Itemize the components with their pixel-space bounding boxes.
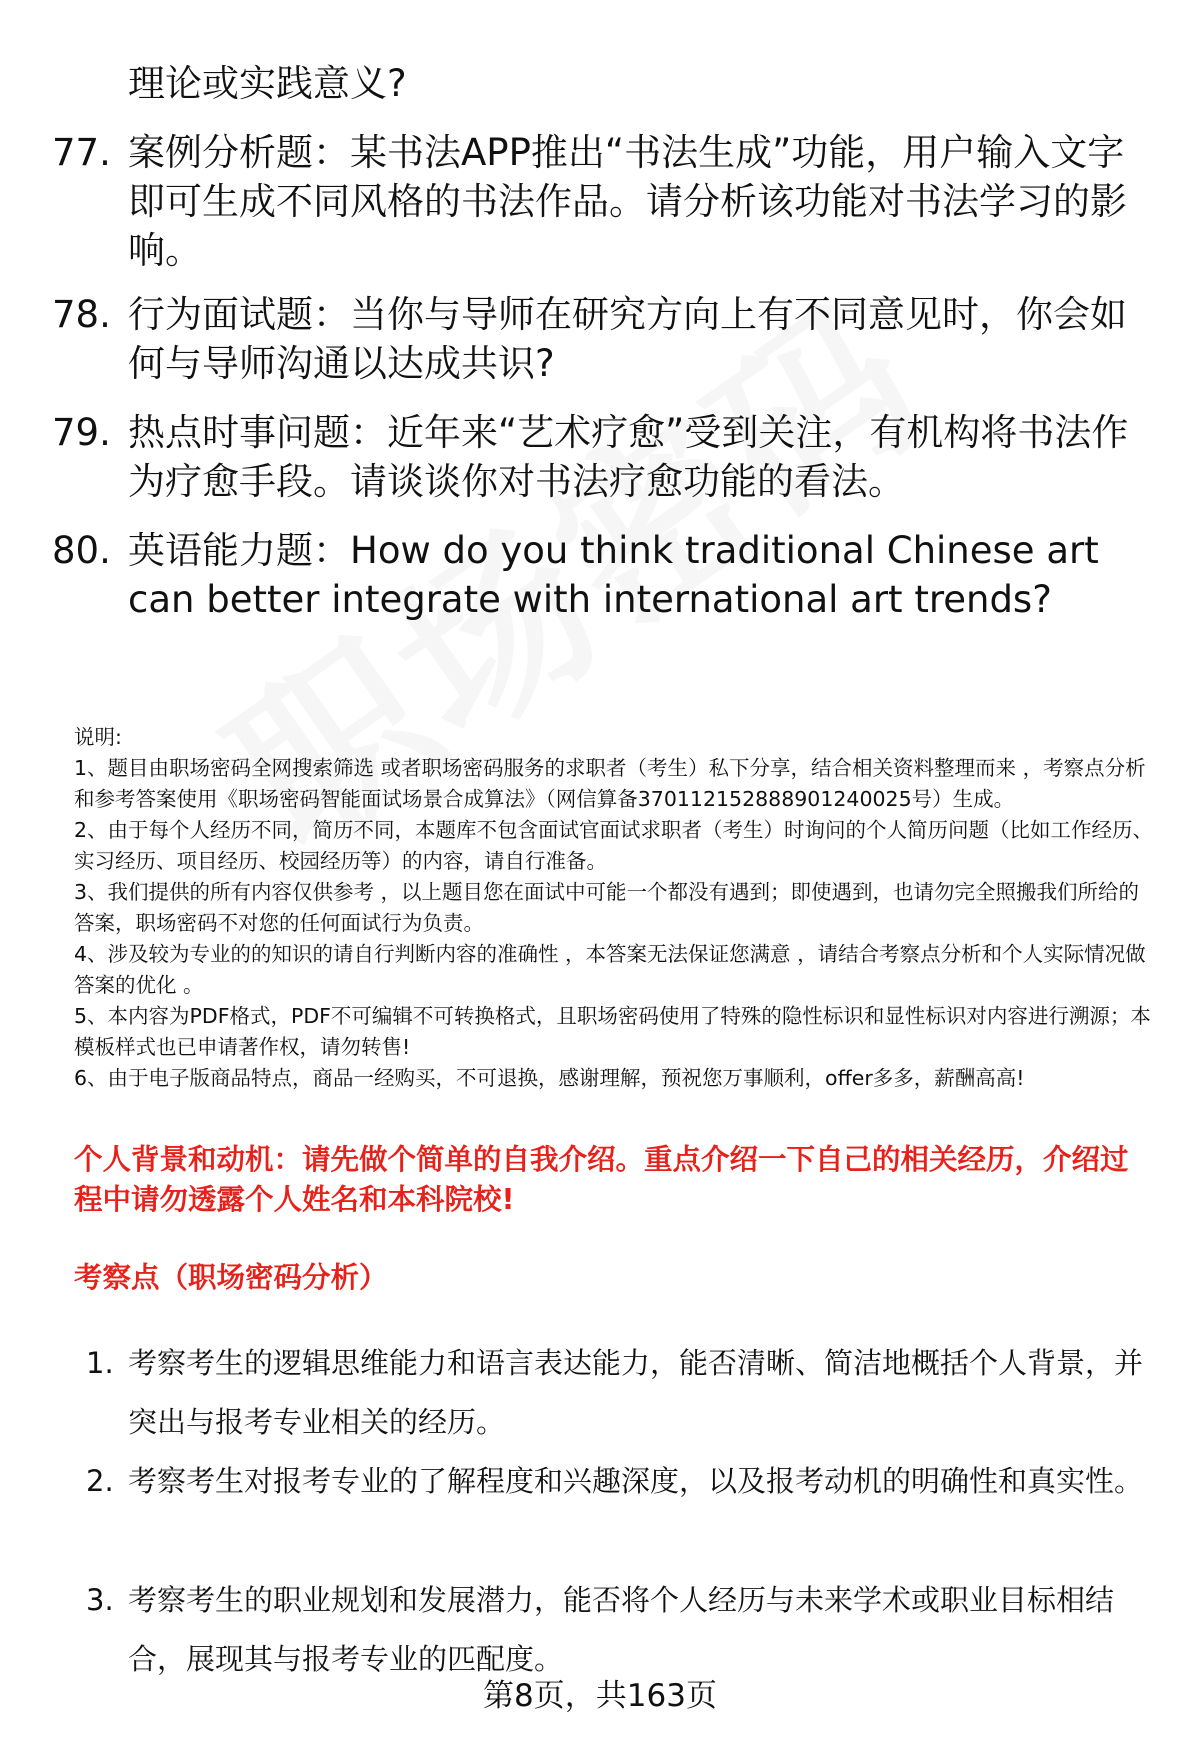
analysis-point-2 <box>86 1452 1156 1511</box>
question-80 <box>52 526 1152 624</box>
question-79 <box>52 408 1152 506</box>
note-item: 5、本内容为PDF格式，PDF不可编辑不可转换格式，且职场密码使用了特殊的隐性标识和显性标识对内容进行溯源；本模板样式也已申请著作权，请勿转售! <box>74 1004 1151 1059</box>
point-number: 1. <box>86 1346 114 1380</box>
note-item: 2、由于每个人经历不同，简历不同，本题库不包含面试官面试求职者（考生）时询问的个人简历问题（比如工作经历、实习经历、项目经历、校园经历等）的内容，请自行准备。 <box>74 818 1154 873</box>
notes-heading: 说明: <box>74 725 122 749</box>
question-text: 行为面试题：当你与导师在研究方向上有不同意见时，你会如何与导师沟通以达成共识? <box>128 293 1127 385</box>
disclaimer-notes <box>74 722 1156 1094</box>
question-number: 79. <box>52 411 111 454</box>
question-continuation: 理论或实践意义? <box>128 62 407 105</box>
note-item: 6、由于电子版商品特点，商品一经购买，不可退换，感谢理解，预祝您万事顺利，offer多多，薪酬高高! <box>74 1066 1025 1090</box>
point-number: 3. <box>86 1583 114 1617</box>
note-item: 3、我们提供的所有内容仅供参考 ，以上题目您在面试中可能一个都没有遇到；即使遇到，也请勿完全照搬我们所给的答案，职场密码不对您的任何面试行为负责。 <box>74 880 1140 935</box>
point-text: 考察考生的逻辑思维能力和语言表达能力，能否清晰、简洁地概括个人背景，并突出与报考专业相关的经历。 <box>128 1346 1144 1439</box>
question-number: 78. <box>52 293 111 336</box>
question-number: 80. <box>52 529 111 572</box>
point-text: 考察考生的职业规划和发展潜力，能否将个人经历与未来学术或职业目标相结合，展现其与报考专业的匹配度。 <box>128 1583 1115 1676</box>
question-text: 案例分析题：某书法APP推出“书法生成”功能，用户输入文字即可生成不同风格的书法作品。请分析该功能对书法学习的影响。 <box>128 131 1127 272</box>
question-number: 77. <box>52 131 111 174</box>
point-number: 2. <box>86 1464 114 1498</box>
question-77 <box>52 128 1152 275</box>
analysis-point-3 <box>86 1571 1156 1689</box>
analysis-heading: 考察点（职场密码分析） <box>74 1261 388 1294</box>
question-text: 英语能力题：How do you think traditional Chinese art can better integrate with international art trends? <box>128 529 1099 621</box>
section-question: 个人背景和动机：请先做个简单的自我介绍。重点介绍一下自己的相关经历，介绍过程中请勿透露个人姓名和本科院校! <box>74 1143 1129 1216</box>
note-item: 1、题目由职场密码全网搜索筛选 或者职场密码服务的求职者（考生）私下分享，结合相关资料整理而来 ，考察点分析和参考答案使用《职场密码智能面试场景合成算法》（网信算备370112152888901240025号）生成。 <box>74 756 1146 811</box>
note-item: 4、涉及较为专业的的知识的请自行判断内容的准确性 ，本答案无法保证您满意 ，请结合考察点分析和个人实际情况做答案的优化 。 <box>74 942 1146 997</box>
question-text: 热点时事问题：近年来“艺术疗愈”受到关注，有机构将书法作为疗愈手段。请谈谈你对书法疗愈功能的看法。 <box>128 411 1129 503</box>
point-text: 考察考生对报考专业的了解程度和兴趣深度，以及报考动机的明确性和真实性。 <box>128 1464 1144 1498</box>
page-footer: 第8页，共163页 <box>483 1678 717 1714</box>
analysis-point-1 <box>86 1334 1156 1452</box>
question-78 <box>52 290 1152 388</box>
